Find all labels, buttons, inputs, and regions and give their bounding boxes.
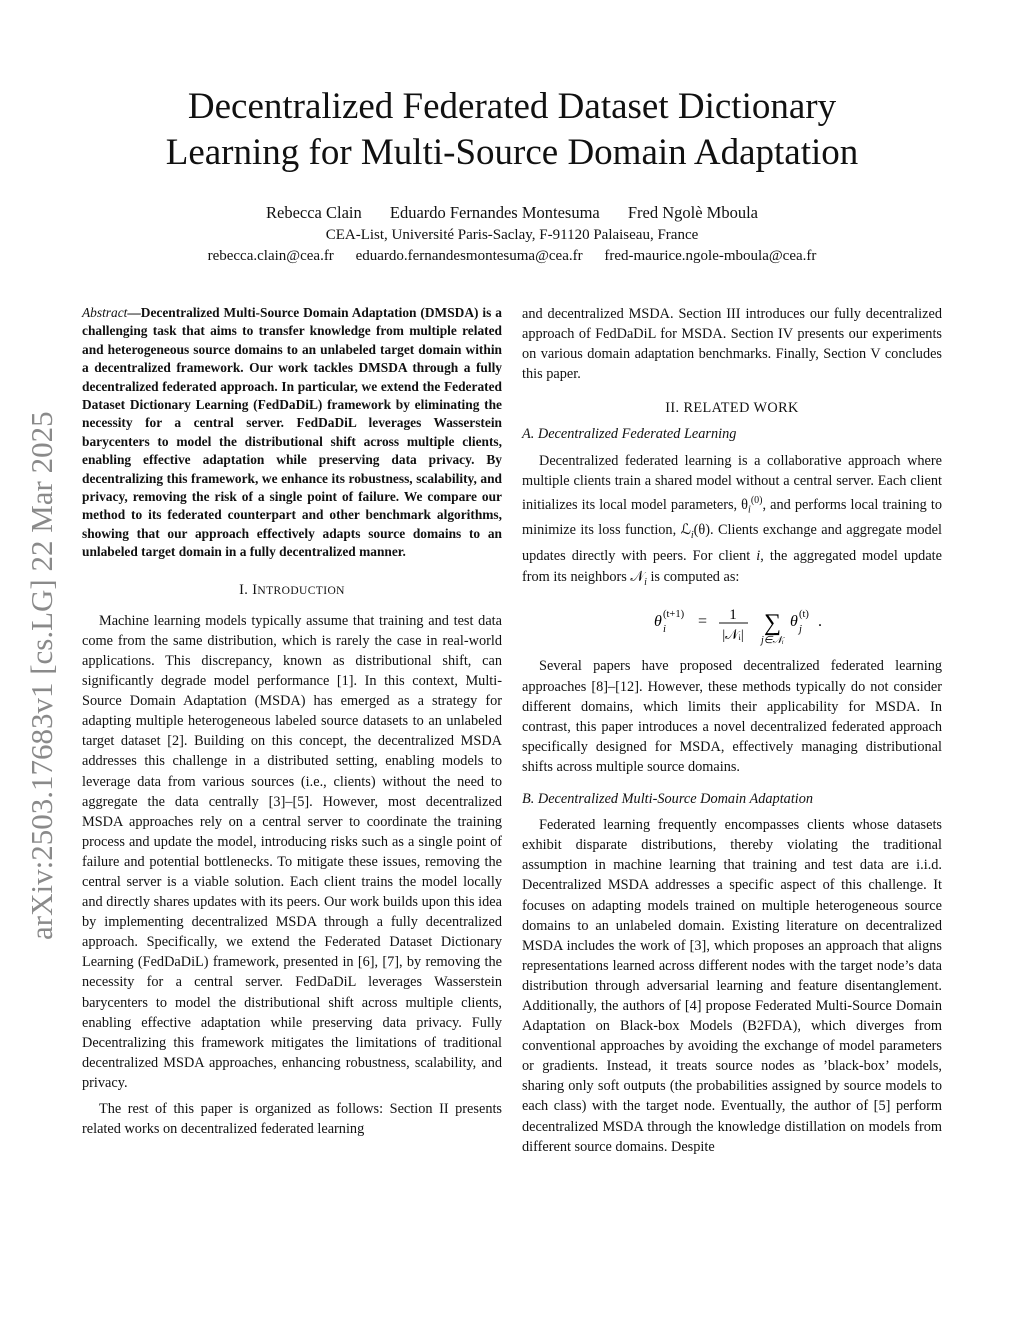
- eq-rhs-sub: j: [799, 624, 802, 636]
- author-name: Rebecca Clain: [265, 203, 362, 222]
- left-column: [82, 304, 502, 1139]
- eq-denominator: |𝒩ᵢ|: [722, 628, 744, 644]
- author-email: fred-maurice.ngole-mboula@cea.fr: [604, 248, 817, 264]
- equation-graphic: [632, 600, 832, 646]
- author-email: eduardo.fernandesmontesuma@cea.fr: [355, 248, 583, 264]
- intro-paragraph-2: The rest of this paper is organized as follows: Section II presents related works on decentralized federated learning: [82, 1101, 502, 1138]
- abstract: Abstract—Decentralized Multi-Source Domain Adaptation (DMSDA) is a challenging task that aims to transfer knowledge from multiple related and heterogeneous source domains to an unlabeled target domain within a decentralized framework. Our work tackles DMSDA through a fully decentralized federated approach. In particular, we extend the Federated Dataset Dictionary Learning (FedDaDiL) framework by eliminating the necessity for a central server. FedDaDiL leverages Wasserstein barycenters to model the distributional shift across multiple clients, enabling effective adaptation while preserving data privacy. By decentralizing this framework, we enhance its robustness, scalability, and privacy, removing the risk of a single point of failure. We compare our method to its federated counterpart and other benchmark algorithms, showing that our approach effectively adapts source domains to an unlabeled target domain in a fully decentralized manner.: [82, 305, 502, 560]
- related-work-paragraph-a1: Decentralized federated learning is a collaborative approach where multiple clients train a shared model without a central server. Each client initializes its local model parameters, $\theta_i^{(0)}$, and performs local training to minimize its loss function, ℒ$_i$(θ). Clients exchange and aggregate model updates directly with peers. For client i, the aggregated model update from its neighbors 𝒩$_i$ is computed as:: [522, 452, 942, 588]
- subsection-heading-b: B. Decentralized Multi-Source Domain Adaptation: [522, 791, 814, 808]
- abstract-lead: Abstract: [82, 305, 128, 320]
- right-column: [522, 304, 942, 1157]
- author-name: Eduardo Fernandes Montesuma: [389, 203, 600, 222]
- eq-numerator: 1: [729, 607, 737, 624]
- title-line-2: Learning for Multi-Source Domain Adaptation: [165, 132, 859, 173]
- author-name: Fred Ngolè Mboula: [627, 203, 759, 222]
- eq-rhs-theta: θ: [790, 613, 798, 631]
- intro-paragraph-1: Machine learning models typically assume that training and test data come from the same distribution, which is rarely the case in real-world applications. This discrepancy, known as distributional shift, can significantly degrade model performance [1]. In this context, Multi-Source Domain Adaptation (MSDA) has emerged as a strategy for adapting multiple heterogeneous labeled source datasets to an unlabeled target dataset [2]. Building on this concept, the decentralized MSDA addresses this challenge in a distributed setting, enabling models to leverage data from various sources (i.e., clients) without the need to aggregate the data centrally [3]–[5]. However, most decentralized MSDA approaches rely on a central server to coordinate the training process and update the model, introducing risks such as a single point of failure and potential bottlenecks. To mitigate these issues, removing the central server is a viable solution. Each client trains the model locally and directly shares updates with its peers. Our work builds upon this idea by implementing decentralized MSDA through a fully decentralized approach. Specifically, we extend the Federated Dataset Dictionary Learning (FedDaDiL) framework, presented in [6], [7], by removing the necessity for a central server. FedDaDiL leverages Wasserstein barycenters to model the distributional shift across multiple clients, enabling effective adaptation while preserving data privacy. Fully Decentralizing this framework mitigates the limitations of traditional decentralized MSDA approaches, enhancing robustness, scalability, and privacy.: [82, 612, 502, 1091]
- subsection-heading-a: A. Decentralized Federated Learning: [522, 426, 737, 443]
- affiliation: CEA-List, Université Paris-Saclay, F-91120 Palaiseau, France: [325, 227, 699, 243]
- eq-lhs-theta: θ: [654, 613, 662, 631]
- arxiv-identifier: arXiv:2503.17683v1 [cs.LG] 22 Mar 2025: [24, 411, 59, 940]
- eq-sum: ∑: [764, 610, 782, 637]
- author-email: rebecca.clain@cea.fr: [207, 248, 334, 264]
- section-heading-introduction: I. INTRODUCTION: [239, 581, 345, 598]
- intro-paragraph-2-continued: and decentralized MSDA. Section III introduces our fully decentralized approach of FedDaDiL for MSDA. Section IV presents our experiments on various domain adaptation benchmarks. Finally, Section V concludes this paper.: [522, 306, 942, 383]
- related-work-paragraph-b1: Federated learning frequently encompasses clients whose datasets exhibit disparate distributions, thereby violating the traditional assumption in machine learning that training and test data are i.i.d. Decentralized MSDA addresses a specific aspect of this challenge. It focuses on adapting models trained on multiple heterogeneous source domains to an unlabeled domain. Existing literature on decentralized MSDA includes the work of [3], which proposes an approach that aligns representations learned across different nodes with the target node’s data distribution through adversarial learning and feature disentanglement. Additionally, the authors of [4] propose Federated Multi-Source Domain Adaptation on Black-box Models (B2FDA), which diverges from conventional approaches by avoiding the exchange of model parameters or gradients. Instead, it treats source nodes as ’black-box’ models, sharing only soft outputs (the probabilities assigned by source models to each class) with the target node. Eventually, the author of [5] perform decentralized MSDA through the knowledge distillation on models from different source domains. Despite: [522, 817, 942, 1155]
- eq-sum-sub: j∈𝒩ᵢ: [761, 635, 784, 647]
- aggregation-equation: [522, 600, 942, 646]
- title-line-1: Decentralized Federated Dataset Dictionary: [187, 86, 837, 127]
- eq-period: .: [818, 613, 822, 631]
- author-list: [60, 202, 964, 224]
- eq-lhs-sub: i: [663, 624, 666, 636]
- section-heading-related-work: II. RELATED WORK: [665, 400, 799, 417]
- eq-lhs-sup: (t+1): [663, 609, 685, 621]
- eq-equals: =: [698, 613, 708, 631]
- abstract-text: Decentralized Multi-Source Domain Adaptation (DMSDA) is a challenging task that aims to transfer knowledge from multiple related and heterogeneous source domains to an unlabeled target domain within a decentralized framework. Our work tackles DMSDA through a fully decentralized federated approach. In particular, we extend the Federated Dataset Dictionary Learning (FedDaDiL) framework by eliminating the necessity for a central server. FedDaDiL leverages Wasserstein barycenters to model the distributional shift across multiple clients, enabling effective adaptation while preserving data privacy. By decentralizing this framework, we enhance its robustness, scalability, and privacy, removing the risk of a single point of failure. We compare our method to its federated counterpart and other benchmark algorithms, showing that our approach effectively adapts source domains to an unlabeled target domain in a fully decentralized manner.: [82, 305, 502, 560]
- related-work-paragraph-a2: Several papers have proposed decentralized federated learning approaches [8]–[12]. However, these methods typically do not consider different domains, which limits their applicability for MSDA. In contrast, this paper introduces a novel decentralized federated approach specifically designed for MSDA, effectively managing distributional shifts across multiple source domains.: [522, 658, 942, 775]
- paper-title: [60, 84, 964, 176]
- eq-rhs-sup: (t): [799, 609, 809, 621]
- email-list: [60, 246, 964, 266]
